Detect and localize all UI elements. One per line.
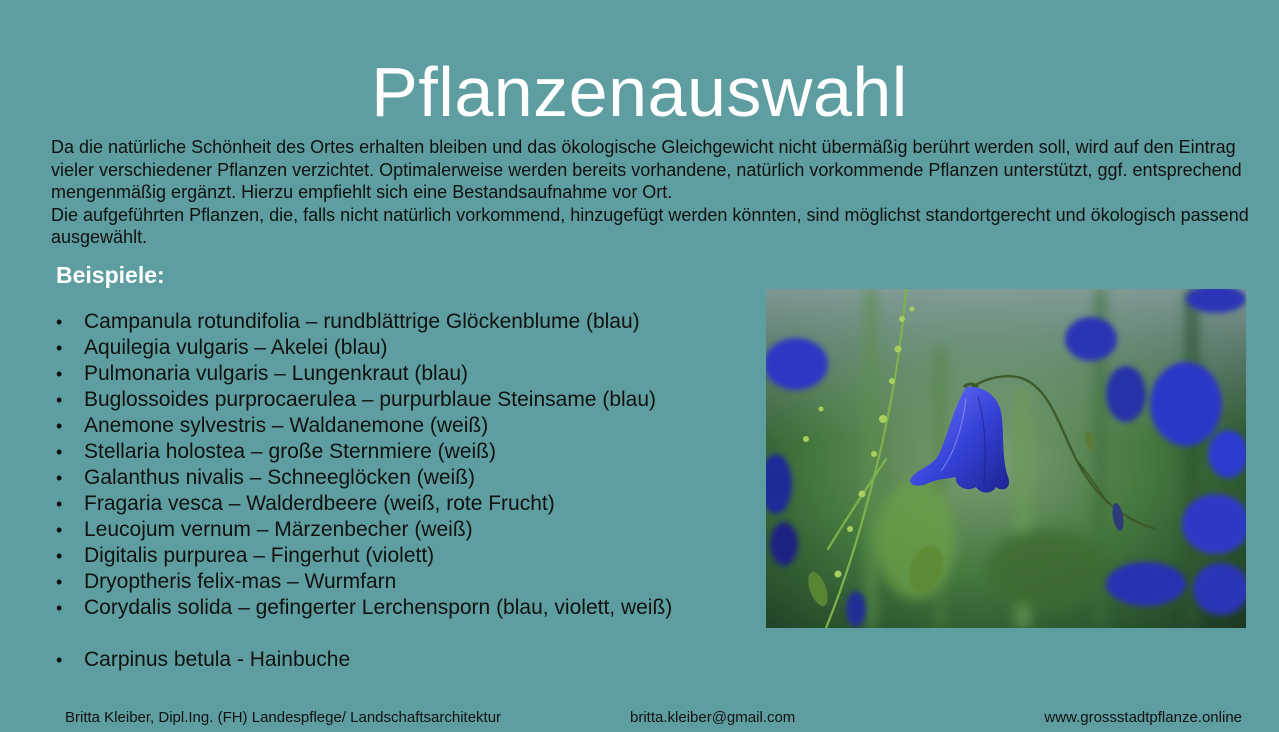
plant-list-item [56, 465, 756, 491]
plant-list-item [56, 491, 756, 517]
plant-name: Buglossoides purprocaerulea – purpurblaue Steinsame (blau) [84, 388, 657, 411]
plant-list-item [56, 387, 756, 413]
intro-paragraph-1: Da die natürliche Schönheit des Ortes erhalten bleiben und das ökologische Gleichgewicht nicht übermäßig berührt werden soll, wird auf den Eintrag vieler verschiedener Pflanzen verzichtet. Optimalerweise werden bereits vorhandene, natürlich vorkommende Pflanzen unterstützt, ggf. entsprechend mengenmäßig ergänzt. Hierzu empfiehlt sich eine Bestandsaufnahme vor Ort. [51, 137, 1242, 202]
intro-paragraph-2: Die aufgeführten Pflanzen, die, falls nicht natürlich vorkommend, hinzugefügt werden könnten, sind möglichst standortgerecht und ökologisch passend ausgewählt. [51, 204, 1249, 247]
plant-list-item [56, 413, 756, 439]
harebell-flower-illustration [766, 289, 1246, 628]
plant-list-item [56, 543, 756, 569]
bullet-icon: • [56, 494, 63, 514]
plant-name: Leucojum vernum – Märzenbecher (weiß) [84, 518, 473, 541]
bullet-icon: • [56, 416, 63, 436]
plant-name: Campanula rotundifolia – rundblättrige Glöckenblume (blau) [84, 310, 640, 333]
bullet-icon: • [56, 572, 63, 592]
examples-heading: Beispiele: [56, 262, 165, 288]
plant-list-item [56, 439, 756, 465]
plant-list-item [56, 335, 756, 361]
plant-list-item [56, 517, 756, 543]
intro-text [51, 136, 1261, 249]
plant-name: Stellaria holostea – große Sternmiere (weiß) [84, 440, 497, 463]
plant-list-item [56, 309, 756, 335]
plant-name: Anemone sylvestris – Waldanemone (weiß) [84, 414, 489, 437]
plant-name: Carpinus betula - Hainbuche [84, 648, 351, 671]
plant-name: Digitalis purpurea – Fingerhut (violett) [84, 544, 435, 567]
footer-email: britta.kleiber@gmail.com [630, 709, 796, 726]
harebell-flower-photo [766, 289, 1246, 628]
plant-list-item [56, 361, 756, 387]
plant-name: Fragaria vesca – Walderdbeere (weiß, rote Frucht) [84, 492, 555, 515]
bullet-icon: • [56, 364, 63, 384]
footer-website: www.grossstadtpflanze.online [1044, 709, 1242, 726]
bullet-icon: • [56, 338, 63, 358]
plant-name: Corydalis solida – gefingerter Lerchensporn (blau, violett, weiß) [84, 596, 673, 619]
footer-author: Britta Kleiber, Dipl.Ing. (FH) Landespflege/ Landschaftsarchitektur [65, 709, 502, 726]
plant-name: Aquilegia vulgaris – Akelei (blau) [84, 336, 388, 359]
page-title: Pflanzenauswahl [371, 53, 908, 131]
bullet-icon: • [56, 598, 63, 618]
bullet-icon: • [56, 390, 63, 410]
bullet-icon: • [56, 312, 63, 332]
bullet-icon: • [56, 468, 63, 488]
plant-list-item [56, 595, 756, 621]
plant-name: Galanthus nivalis – Schneeglöcken (weiß) [84, 466, 476, 489]
bullet-icon: • [56, 520, 63, 540]
plant-list-item [56, 647, 756, 673]
plant-name: Pulmonaria vulgaris – Lungenkraut (blau) [84, 362, 469, 385]
bullet-icon: • [56, 650, 63, 670]
plant-list-item [56, 569, 756, 595]
bullet-icon: • [56, 546, 63, 566]
plant-list [56, 309, 756, 673]
bullet-icon: • [56, 442, 63, 462]
plant-name: Dryoptheris felix-mas – Wurmfarn [84, 570, 397, 593]
